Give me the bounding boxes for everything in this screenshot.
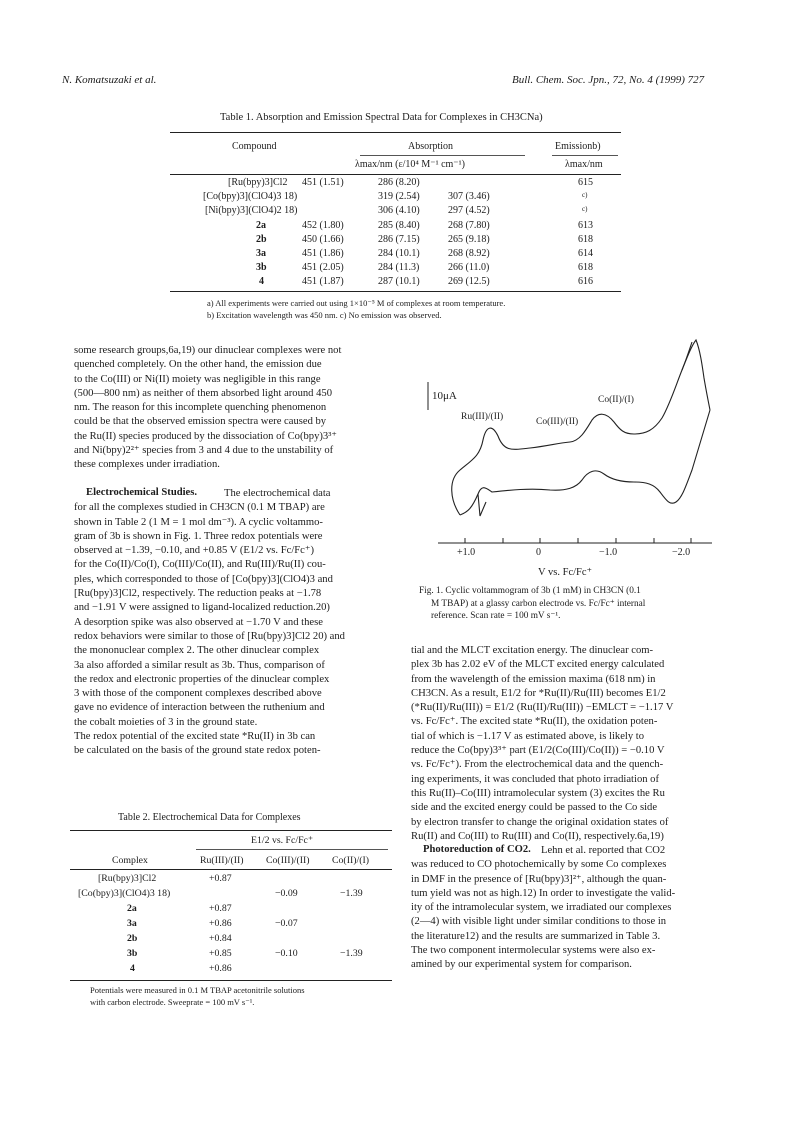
x-axis-label: V vs. Fc/Fc⁺ xyxy=(538,567,593,578)
table1-caption: Table 1. Absorption and Emission Spectral Data for Complexes in CH3CNa) xyxy=(220,112,543,123)
table1-cell-abs3: 307 (3.46) xyxy=(448,191,490,202)
x-tick-label: +1.0 xyxy=(457,547,476,558)
table2-cell-co2: −1.39 xyxy=(340,888,363,899)
peak-label-ru: Ru(III)/(II) xyxy=(461,412,504,422)
table2-header-rule xyxy=(70,869,392,870)
x-tick-label: 0 xyxy=(536,547,541,558)
text-line: (*Ru(II)/Ru(III)) = E1/2 (Ru(II)/Ru(III)) −EMLCT = −1.17 V xyxy=(411,702,674,714)
table2-top-rule xyxy=(70,830,392,831)
table1-col-absorption: Absorption xyxy=(408,141,453,152)
paragraph-emission xyxy=(74,344,392,473)
peak-label-co2: Co(II)/(I) xyxy=(598,395,634,405)
table1-cell-abs2: 284 (10.1) xyxy=(378,248,420,259)
table2-cell-co3: −0.09 xyxy=(275,888,298,899)
text-line: (2—4) with visible light under similar conditions to those in xyxy=(411,916,667,928)
text-line: The redox potential of the excited state *Ru(II) in 3b can xyxy=(74,731,316,743)
table2-cell-co2: −1.39 xyxy=(340,948,363,959)
table1-cell-em: 613 xyxy=(578,220,593,231)
table2-cell-ru: +0.87 xyxy=(209,903,232,914)
figure1-caption xyxy=(419,585,645,623)
x-axis-ticks xyxy=(465,538,691,543)
text-line: and Ni(bpy)2²⁺ species from 3 and 4 due to the unstability of xyxy=(74,445,334,457)
table1-sub-emission: λmax/nm xyxy=(565,159,603,170)
text-line: for the Co(II)/Co(I), Co(III)/Co(II), and Ru(III)/Ru(II) cou- xyxy=(74,559,326,571)
text-line: CH3CN. As a result, E1/2 for *Ru(II)/Ru(III) becomes E1/2 xyxy=(411,687,666,699)
text-line: reduce the Co(bpy)3³⁺ part (E1/2(Co(III)/Co(II)) = −0.10 V xyxy=(411,745,665,757)
table1-cell-abs1: 451 (1.87) xyxy=(302,276,344,287)
text-line: nm. The reason for this incomplete quenching phenomenon xyxy=(74,402,327,414)
cyclic-voltammogram-figure xyxy=(420,330,730,570)
table2-col-complex: Complex xyxy=(112,855,148,866)
text-line: ples, which corresponded to those of [Co(bpy)3](ClO4)3 and xyxy=(74,573,333,585)
table1-cell-compound: [Ni(bpy)3](ClO4)2 18) xyxy=(205,205,298,216)
text-line: plex 3b has 2.02 eV of the MLCT excited energy calculated xyxy=(411,659,665,671)
text-line: the Ru(II) species produced by the dissociation of Co(bpy)3³⁺ xyxy=(74,430,337,442)
text-line: (500—800 nm) as neither of them absorbed light around 450 xyxy=(74,387,333,399)
text-line: some research groups,6a,19) our dinuclear complexes were not xyxy=(74,345,342,356)
paragraph-photoreduction xyxy=(411,844,731,973)
text-line: side and the excited energy could be passed to the Co side xyxy=(411,802,658,814)
text-line: Ru(II) and Co(III) to Ru(III) and Co(II), respectively.6a,19) xyxy=(411,830,664,842)
table2-cell-co3: −0.10 xyxy=(275,948,298,959)
text-line: tial and the MLCT excitation energy. The dinuclear com- xyxy=(411,645,654,656)
table2-cell-complex: 4 xyxy=(130,963,135,974)
table2-col-group: E1/2 vs. Fc/Fc⁺ xyxy=(251,835,314,846)
table1-cell-em: c) xyxy=(582,191,588,199)
cv-trace xyxy=(452,340,710,516)
table2-cell-ru: +0.86 xyxy=(209,963,232,974)
caption-line: reference. Scan rate = 100 mV s⁻¹. xyxy=(431,611,561,622)
table1-cell-em: 615 xyxy=(578,177,593,188)
table2-col-co2: Co(II)/(I) xyxy=(332,855,369,866)
running-journal: Bull. Chem. Soc. Jpn., 72, No. 4 (1999) 727 xyxy=(512,74,705,86)
table1-cell-abs3: 268 (8.92) xyxy=(448,248,490,259)
table1-absorption-rule xyxy=(360,155,525,156)
text-line: [Ru(bpy)3]Cl2, respectively. The reduction peaks at −1.78 xyxy=(74,588,322,600)
text-line: 3 with those of the component complexes described above xyxy=(74,688,322,700)
paragraph-electrochem xyxy=(74,487,392,759)
text-line: for all the complexes studied in CH3CN (0.1 M TBAP) are xyxy=(74,502,325,514)
table2-cell-co3: −0.07 xyxy=(275,918,298,929)
text-line: the mononuclear complex 2. The other dinuclear complex xyxy=(74,645,320,657)
table1-sub-absorption: λmax/nm (ε/10⁴ M⁻¹ cm⁻¹) xyxy=(355,159,465,170)
table1-cell-abs2: 284 (11.3) xyxy=(378,262,420,273)
text-line: was reduced to CO photochemically by some Co complexes xyxy=(411,859,667,871)
table2-bottom-rule xyxy=(70,980,392,981)
x-tick-label: −1.0 xyxy=(599,547,618,558)
table1-cell-compound: [Ru(bpy)3]Cl2 xyxy=(228,177,288,188)
table1-top-rule xyxy=(170,132,621,133)
caption-line: M TBAP) at a glassy carbon electrode vs. Fc/Fc⁺ internal xyxy=(431,598,646,609)
text-line: Lehn et al. reported that CO2 xyxy=(541,845,666,856)
table1-cell-abs1: 450 (1.66) xyxy=(302,234,344,245)
table1-cell-em: 618 xyxy=(578,234,593,245)
table1-cell-abs3: 265 (9.18) xyxy=(448,234,490,245)
table1-cell-em: 618 xyxy=(578,262,593,273)
table2-cell-complex: 2b xyxy=(127,933,138,944)
table1-cell-abs2: 286 (8.20) xyxy=(378,177,420,188)
section-heading-photoreduction: Photoreduction of CO2. xyxy=(423,844,531,855)
text-line: could be that the observed emission spectra were caused by xyxy=(74,416,327,428)
x-tick-label: −2.0 xyxy=(672,547,691,558)
section-heading-electrochem: Electrochemical Studies. xyxy=(86,487,198,498)
table1-bottom-rule xyxy=(170,291,621,292)
table1-cell-abs3: 268 (7.80) xyxy=(448,220,490,231)
table1-cell-em: c) xyxy=(582,205,588,213)
text-line: be calculated on the basis of the ground state redox poten- xyxy=(74,745,321,757)
text-line: the cobalt moieties of 3 in the ground state. xyxy=(74,716,258,728)
table2-group-rule xyxy=(196,849,388,850)
text-line: The two component intermolecular systems were also ex- xyxy=(411,945,656,957)
table1-note-b: b) Excitation wavelength was 450 nm. c) No emission was observed. xyxy=(207,310,442,320)
table1-cell-abs3: 297 (4.52) xyxy=(448,205,490,216)
table1-cell-abs3: 266 (11.0) xyxy=(448,262,490,273)
table2-cell-complex: 3a xyxy=(127,918,137,929)
table1-cell-compound: 4 xyxy=(259,276,264,287)
table2-cell-ru: +0.84 xyxy=(209,933,232,944)
table2-col-co3: Co(III)/(II) xyxy=(266,855,310,866)
table2-cell-complex: [Co(bpy)3](ClO4)3 18) xyxy=(78,888,171,899)
table2-cell-complex: 2a xyxy=(127,903,137,914)
table1-cell-compound: [Co(bpy)3](ClO4)3 18) xyxy=(203,191,298,202)
table2-cell-ru: +0.85 xyxy=(209,948,232,959)
text-line: gram of 3b is shown in Fig. 1. Three redox potentials were xyxy=(74,530,323,542)
text-line: gave no evidence of interaction between the ruthenium and xyxy=(74,702,325,714)
table1-cell-compound: 2b xyxy=(256,234,267,245)
text-line: the redox and electronic properties of the dinuclear complex xyxy=(74,673,330,685)
peak-label-co3: Co(III)/(II) xyxy=(536,417,579,427)
text-line: shown in Table 2 (1 M = 1 mol dm⁻³). A cyclic voltammo- xyxy=(74,516,323,528)
table1-cell-abs2: 285 (8.40) xyxy=(378,220,420,231)
table2-col-ru: Ru(III)/(II) xyxy=(200,855,244,866)
text-line: ity of the intramolecular system, we irradiated our complexes xyxy=(411,902,672,914)
table1-emission-rule xyxy=(552,155,618,156)
text-line: by electron transfer to change the original oxidation states of xyxy=(411,816,669,828)
text-line: A desorption spike was also observed at −1.70 V and these xyxy=(74,616,323,628)
text-line: from the wavelength of the emission maxima (618 nm) in xyxy=(411,673,656,685)
table2-cell-ru: +0.87 xyxy=(209,873,232,884)
text-line: The electrochemical data xyxy=(224,488,331,499)
table1-cell-abs1: 451 (1.86) xyxy=(302,248,344,259)
table2-caption: Table 2. Electrochemical Data for Complexes xyxy=(118,812,301,823)
table1-note-a: a) All experiments were carried out using 1×10⁻⁵ M of complexes at room temperature. xyxy=(207,298,506,308)
table1-cell-abs1: 452 (1.80) xyxy=(302,220,344,231)
table1-cell-abs1: 451 (1.51) xyxy=(302,177,344,188)
table1-cell-abs3: 269 (12.5) xyxy=(448,276,490,287)
table1-cell-compound: 2a xyxy=(256,220,266,231)
table1-cell-em: 616 xyxy=(578,276,593,287)
table2-note-2: with carbon electrode. Sweeprate = 100 mV s⁻¹. xyxy=(90,997,255,1007)
text-line: this Ru(II)–Co(III) intramolecular system (3) excites the Ru xyxy=(411,787,665,799)
text-line: 3a also afforded a similar result as 3b. Thus, comparison of xyxy=(74,659,325,671)
text-line: observed at −1.39, −0.10, and +0.85 V (E1/2 vs. Fc/Fc⁺) xyxy=(74,545,314,557)
caption-line: Fig. 1. Cyclic voltammogram of 3b (1 mM) in CH3CN (0.1 xyxy=(419,586,641,596)
table1-cell-abs2: 306 (4.10) xyxy=(378,205,420,216)
table1-cell-compound: 3a xyxy=(256,248,266,259)
table1-col-compound: Compound xyxy=(232,141,277,152)
table1-cell-compound: 3b xyxy=(256,262,267,273)
text-line: tial of which is −1.17 V as estimated above, is likely to xyxy=(411,730,645,742)
paragraph-excited-state xyxy=(411,644,731,844)
table2-note-1: Potentials were measured in 0.1 M TBAP acetonitrile solutions xyxy=(90,985,305,995)
text-line: ing experiments, it was concluded that photo irradiation of xyxy=(411,773,660,785)
text-line: in DMF in the presence of [Ru(bpy)3]²⁺, although the quan- xyxy=(411,873,667,885)
table2-cell-ru: +0.86 xyxy=(209,918,232,929)
text-line: amined by our experimental system for comparison. xyxy=(411,959,632,971)
table1-cell-em: 614 xyxy=(578,248,593,259)
table1-cell-abs2: 286 (7.15) xyxy=(378,234,420,245)
text-line: redox behaviors were similar to those of [Ru(bpy)3]Cl2 20) and xyxy=(74,630,345,642)
table1-cell-abs2: 319 (2.54) xyxy=(378,191,420,202)
current-scale-label: 10μA xyxy=(432,390,457,402)
table2-cell-complex: 3b xyxy=(127,948,138,959)
table1-header-rule xyxy=(170,174,621,175)
table1-cell-abs2: 287 (10.1) xyxy=(378,276,420,287)
text-line: these complexes under irradiation. xyxy=(74,459,220,471)
table1-col-emission: Emissionb) xyxy=(555,141,601,152)
text-line: the literature12) and the results are summarized in Table 3. xyxy=(411,930,661,942)
text-line: vs. Fc/Fc⁺). From the electrochemical data and the quench- xyxy=(411,759,664,771)
table2-cell-complex: [Ru(bpy)3]Cl2 xyxy=(98,873,157,884)
text-line: to the Co(III) or Ni(II) moiety was negligible in this range xyxy=(74,373,321,385)
text-line: quenched completely. On the other hand, the emission due xyxy=(74,359,322,371)
table1-cell-abs1: 451 (2.05) xyxy=(302,262,344,273)
running-author: N. Komatsuzaki et al. xyxy=(62,74,157,86)
text-line: vs. Fc/Fc⁺. The excited state *Ru(II), the oxidation poten- xyxy=(411,716,658,728)
text-line: tum yield was not as high.12) In order to investigate the valid- xyxy=(411,887,676,899)
text-line: and −1.91 V were assigned to ligand-localized reduction.20) xyxy=(74,602,330,614)
